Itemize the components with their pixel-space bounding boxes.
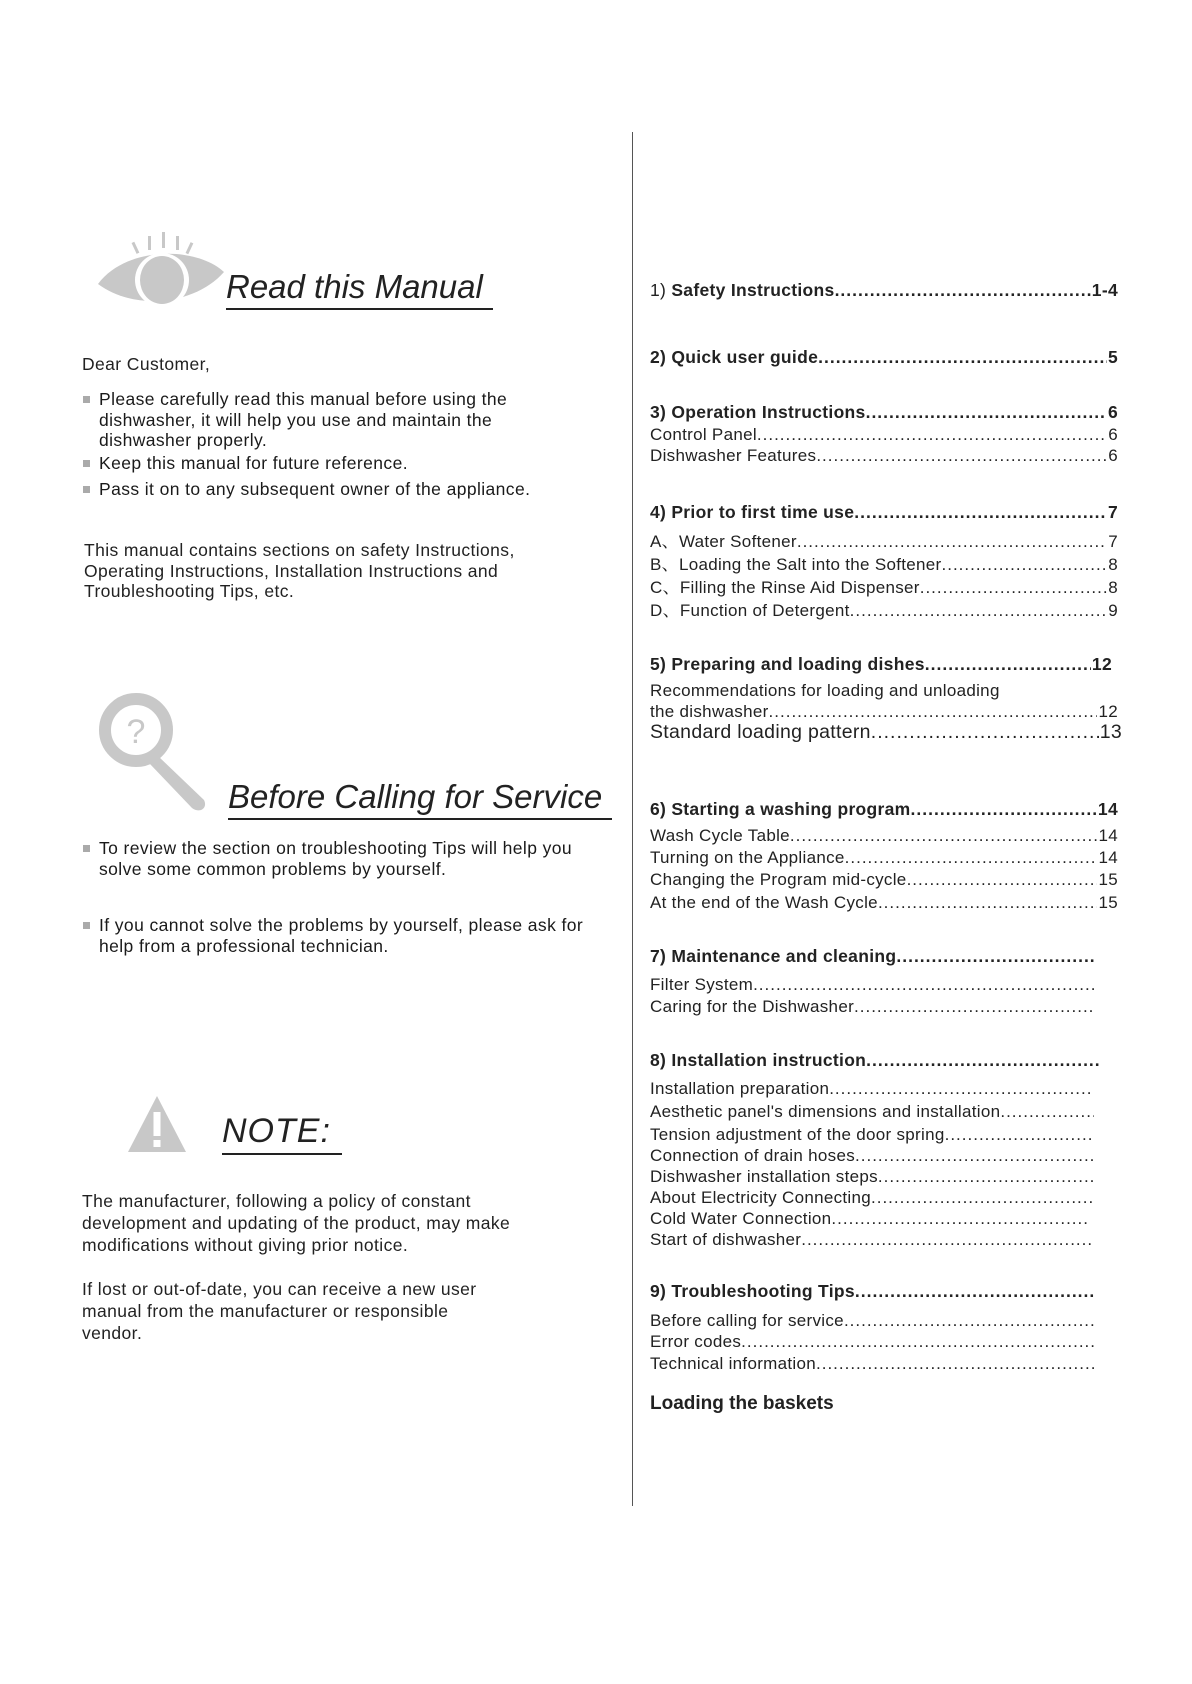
service-title: Before Calling for Service	[228, 778, 612, 820]
warning-triangle-icon	[126, 1094, 188, 1154]
list-item: Pass it on to any subsequent owner of the appliance.	[82, 479, 552, 500]
toc-entry-control-panel[interactable]: Control Panel ..... 6	[650, 425, 1118, 445]
toc-entry-standard-loading[interactable]: Standard loading pattern ..... 13	[650, 721, 1122, 744]
list-item: To review the section on troubleshooting Tips will help you solve some common problems by yourself.	[82, 838, 602, 879]
toc-entry-mid-cycle[interactable]: Changing the Program mid-cycle ..... 15	[650, 870, 1118, 890]
toc-entry-cold-water[interactable]: Cold Water Connection .....	[650, 1209, 1088, 1229]
note-title: NOTE:	[222, 1112, 342, 1155]
toc-entry-safety[interactable]: 1) Safety Instructions ..... 1-4	[650, 280, 1118, 301]
column-divider	[632, 132, 633, 1506]
svg-text:?: ?	[126, 713, 146, 751]
toc-entry-rinse-aid[interactable]: C、Filling the Rinse Aid Dispenser ..... 8	[650, 573, 1118, 598]
toc-entry-start-dishwasher[interactable]: Start of dishwasher .....	[650, 1230, 1092, 1250]
read-manual-bullets	[82, 389, 552, 500]
list-item: Please carefully read this manual before using the dishwasher, it will help you use and maintain the dishwasher properly.	[82, 389, 552, 451]
toc-entry-turning-on[interactable]: Turning on the Appliance ..... 14	[650, 848, 1118, 868]
toc-entry-end-wash-cycle[interactable]: At the end of the Wash Cycle ..... 15	[650, 893, 1118, 913]
toc-entry-error-codes[interactable]: Error codes .....	[650, 1332, 1094, 1352]
toc-entry-recommendations[interactable]: Recommendations for loading and unloading	[650, 681, 1000, 700]
toc-entry-loading-baskets[interactable]: Loading the baskets	[650, 1393, 834, 1414]
question-magnifier-icon	[96, 690, 216, 814]
toc-entry-aesthetic-panel[interactable]: Aesthetic panel's dimensions and installation .....	[650, 1102, 1094, 1122]
toc-entry-operation[interactable]: 3) Operation Instructions ..... 6	[650, 402, 1118, 423]
list-item: If you cannot solve the problems by yourself, please ask for help from a professional technician.	[82, 915, 602, 956]
toc-entry-installation-prep[interactable]: Installation preparation .....	[650, 1079, 1094, 1099]
toc-entry-technical-info[interactable]: Technical information .....	[650, 1354, 1094, 1374]
toc-entry-loading-salt[interactable]: B、Loading the Salt into the Softener ..... 8	[650, 550, 1118, 575]
toc-entry-quick-guide[interactable]: 2) Quick user guide ..... 5	[650, 347, 1118, 368]
list-item: Keep this manual for future reference.	[82, 453, 552, 474]
toc-entry-drain-hoses[interactable]: Connection of drain hoses .....	[650, 1146, 1094, 1166]
toc-entry-door-spring[interactable]: Tension adjustment of the door spring .....	[650, 1125, 1094, 1145]
toc-entry-electricity[interactable]: About Electricity Connecting .....	[650, 1188, 1094, 1208]
toc-entry-water-softener[interactable]: A、Water Softener ..... 7	[650, 527, 1118, 552]
toc-entry-filter-system[interactable]: Filter System .....	[650, 975, 1098, 995]
toc-entry-installation[interactable]: 8) Installation instruction .....	[650, 1050, 1100, 1071]
toc-entry-before-calling[interactable]: Before calling for service .....	[650, 1311, 1094, 1331]
toc-entry-troubleshooting[interactable]: 9) Troubleshooting Tips .....	[650, 1281, 1094, 1302]
toc-entry-dishwasher-features[interactable]: Dishwasher Features ..... 6	[650, 446, 1118, 466]
toc-entry-prior-use[interactable]: 4) Prior to first time use ..... 7	[650, 502, 1118, 523]
greeting: Dear Customer,	[82, 354, 211, 374]
service-bullets	[82, 838, 602, 956]
toc-entry-loading-dishes[interactable]: 5) Preparing and loading dishes ..... 12	[650, 654, 1112, 675]
eye-icon	[96, 228, 226, 314]
toc-entry-detergent[interactable]: D、Function of Detergent ..... 9	[650, 596, 1118, 621]
read-manual-title: Read this Manual	[226, 268, 493, 310]
toc-entry-maintenance[interactable]: 7) Maintenance and cleaning .....	[650, 946, 1094, 967]
toc-entry-the-dishwasher[interactable]: the dishwasher ..... 12	[650, 702, 1118, 722]
manual-contents-paragraph: This manual contains sections on safety Instructions, Operating Instructions, Installation Instructions and Troubleshooting Tips, etc.	[84, 540, 515, 601]
toc-entry-washing-program[interactable]: 6) Starting a washing program ..... 14	[650, 799, 1118, 820]
toc-entry-installation-steps[interactable]: Dishwasher installation steps .....	[650, 1167, 1094, 1187]
note-paragraph-1: The manufacturer, following a policy of constant development and updating of the product, may make modifications without giving prior notice.	[82, 1191, 511, 1255]
toc-entry-wash-cycle-table[interactable]: Wash Cycle Table ..... 14	[650, 826, 1118, 846]
note-paragraph-2: If lost or out-of-date, you can receive a new user manual from the manufacturer or responsible vendor.	[82, 1279, 477, 1343]
toc-entry-caring[interactable]: Caring for the Dishwasher .....	[650, 997, 1094, 1017]
